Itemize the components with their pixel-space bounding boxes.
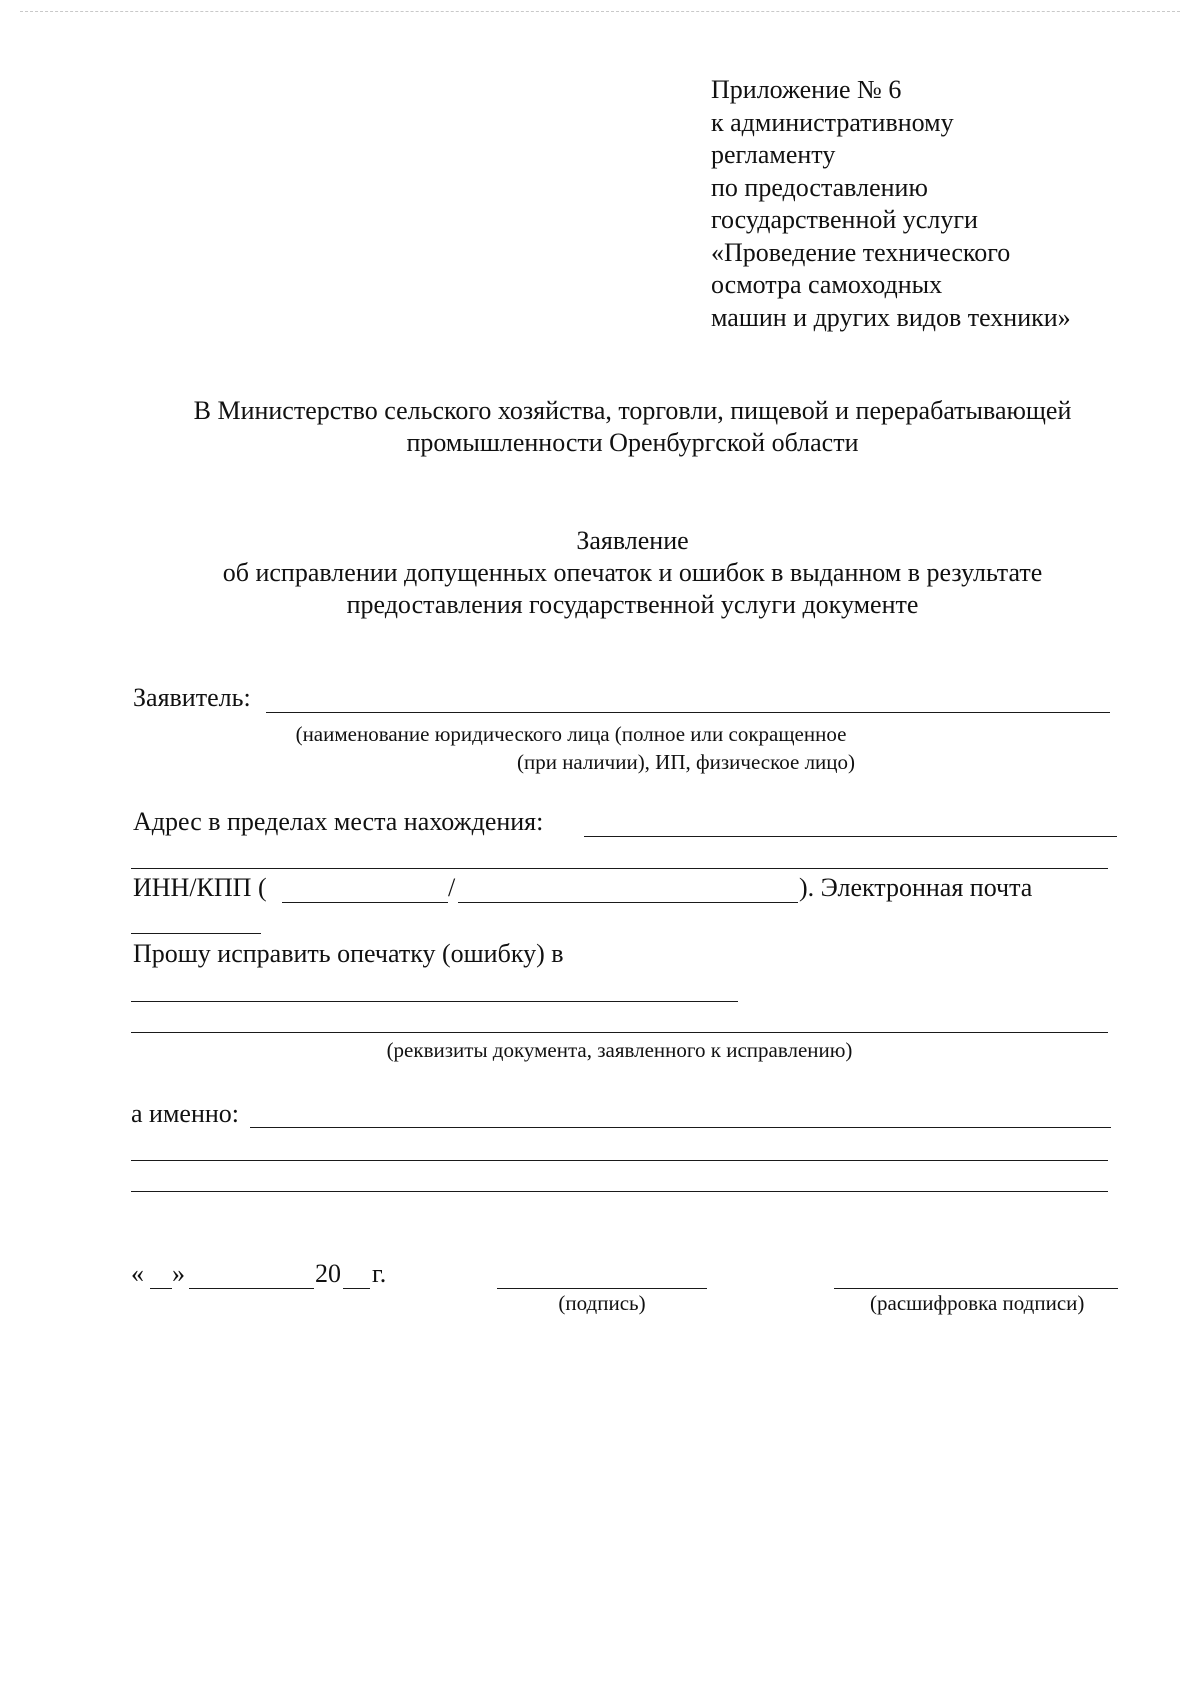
addressee-line-1: В Министерство сельского хозяйства, торговли, пищевой и перерабатывающей: [193, 396, 1072, 425]
signature-hint: (подпись): [558, 1291, 646, 1315]
applicant-hint-line-1: (наименование юридического лица (полное или сокращенное: [295, 722, 847, 746]
appendix-line: государственной услуги: [711, 205, 978, 234]
document-subtitle-line-2: предоставления государственной услуги документе: [346, 590, 919, 619]
namely-field-line-2[interactable]: [131, 1160, 1108, 1161]
namely-label: а именно:: [131, 1099, 239, 1128]
appendix-line: «Проведение технического: [711, 237, 1011, 267]
email-field-line[interactable]: [131, 933, 261, 934]
scan-top-edge: [20, 11, 1180, 12]
document-field-line-2[interactable]: [131, 1032, 1108, 1033]
request-label: Прошу исправить опечатку (ошибку) в: [133, 939, 564, 968]
applicant-hint-line-2: (при наличии), ИП, физическое лицо): [516, 750, 856, 774]
address-field-line-1[interactable]: [584, 836, 1117, 837]
appendix-line: к административному: [711, 107, 954, 137]
email-label: ). Электронная почта: [799, 873, 1033, 902]
address-field-line-2[interactable]: [131, 868, 1108, 869]
inn-kpp-separator: /: [448, 873, 456, 902]
date-day-line[interactable]: [150, 1288, 172, 1289]
document-field-line-1[interactable]: [131, 1001, 738, 1002]
applicant-field-line[interactable]: [266, 712, 1110, 713]
appendix-line: осмотра самоходных: [711, 270, 943, 299]
appendix-line: регламенту: [711, 140, 836, 169]
applicant-label: Заявитель:: [133, 683, 251, 712]
date-year-suffix: г.: [372, 1259, 387, 1288]
appendix-line: машин и других видов техники»: [711, 302, 1071, 332]
kpp-field-line[interactable]: [458, 902, 798, 903]
document-title: Заявление: [576, 526, 689, 555]
date-quote-close: »: [172, 1259, 185, 1288]
appendix-line: Приложение № 6: [711, 75, 902, 104]
inn-kpp-prefix: ИНН/КПП (: [133, 873, 267, 902]
document-subtitle-line-1: об исправлении допущенных опечаток и ошибок в выданном в результате: [222, 558, 1043, 587]
appendix-reference: [711, 74, 1151, 334]
date-year-prefix: 20: [315, 1259, 341, 1288]
signature-decoding-hint: (расшифровка подписи): [870, 1291, 1085, 1315]
date-year-line[interactable]: [343, 1288, 370, 1289]
document-hint: (реквизиты документа, заявленного к исправлению): [386, 1038, 853, 1062]
namely-field-line-1[interactable]: [250, 1127, 1111, 1128]
address-label: Адрес в пределах места нахождения:: [133, 807, 544, 836]
date-month-line[interactable]: [189, 1288, 314, 1289]
date-quote-open: «: [131, 1259, 144, 1288]
appendix-line: по предоставлению: [711, 172, 928, 202]
namely-field-line-3[interactable]: [131, 1191, 1108, 1192]
addressee-line-2: промышленности Оренбургской области: [406, 428, 859, 457]
inn-field-line[interactable]: [282, 902, 448, 903]
